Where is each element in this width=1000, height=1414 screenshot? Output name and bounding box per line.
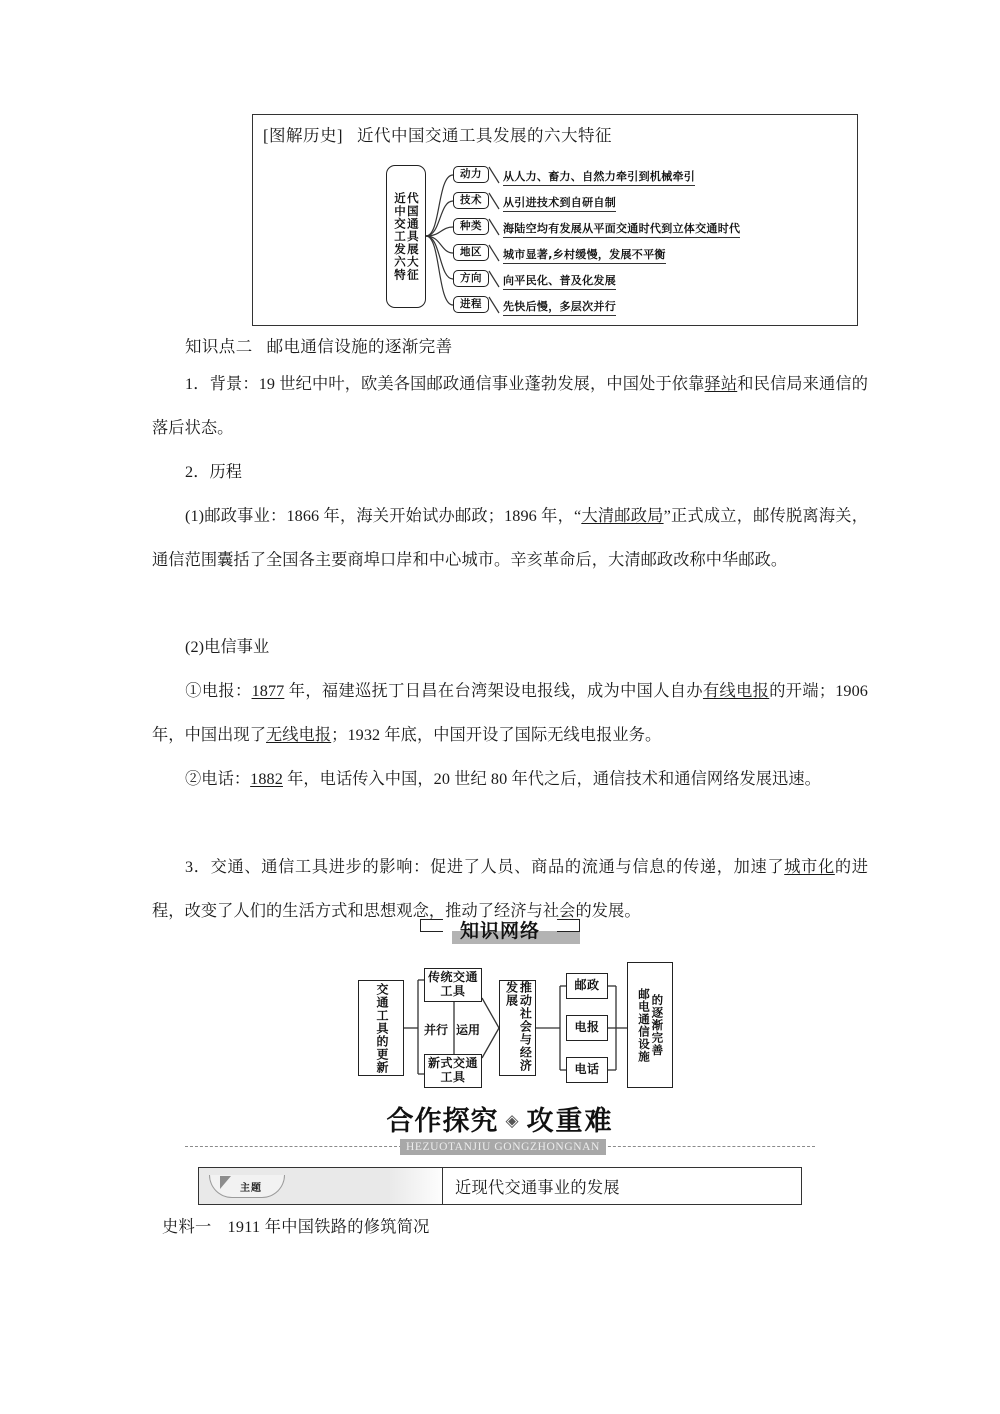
telegraph-keyword-wireless: 无线电报 [266,726,332,744]
paragraph-telephone [152,757,868,801]
mindmap-root-col-right: 代国通具展大征 [405,192,420,281]
theme-value: 近现代交通事业的发展 [455,1179,620,1197]
telegraph-year-1877: 1877 [251,682,285,700]
knowledge-network-heading [0,916,1000,950]
postal-keyword-daqing: 大清邮政局 [581,507,664,525]
flow-node-telegraph-label: 电报 [574,1020,600,1035]
tujie-title: 近代中国交通工具发展的六大特征 [357,126,612,145]
mindmap-connectors [253,115,859,327]
knowledge-point-label: 知识点二 [185,337,253,356]
flow-node-modern-label: 新式交通工具 [427,1056,478,1084]
impact-text-a: 3．交通、通信工具进步的影响：促进了人员、商品的流通与信息的传递，加速了 [185,858,785,876]
telegraph-label: ①电报： [185,682,252,700]
flow-node-end [627,962,673,1088]
mindmap-node-zhonglei: 种类 [453,218,489,235]
cooperation-title-b: 攻重难 [526,1106,614,1137]
cooperation-heading [0,1104,1000,1139]
shiliao-line [162,1213,430,1237]
telegraph-text-c: 的开端；1906 年，中国出现了 [152,682,868,744]
paragraph-postal [152,494,868,582]
shiliao-label: 史料一 [162,1218,212,1236]
flow-node-telephone-label: 电话 [574,1062,600,1077]
paragraph-background [152,362,868,450]
theme-table-cell-label [199,1168,443,1204]
telephone-label: ②电话： [185,770,251,788]
mindmap-desc-zhonglei: 海陆空均有发展从平面交通时代到立体交通时代 [503,222,740,238]
knowledge-network-flowchart [344,958,684,1092]
mindmap-desc-diqu: 城市显著,乡村缓慢，发展不平衡 [503,248,666,264]
postal-text-a: (1)邮政事业：1866 年，海关开始试办邮政；1896 年，“ [185,507,582,525]
flow-node-end-col-left: 邮电通信设施 [637,987,651,1063]
mindmap-desc-jincheng: 先快后慢，多层次并行 [503,300,616,316]
theme-table-cell-value [443,1168,801,1204]
mindmap-node-jincheng: 进程 [453,296,489,313]
mindmap-desc-dongli: 从人力、畜力、自然力牵引到机械牵引 [503,170,695,186]
knowledge-network-title: 知识网络 [459,920,540,942]
mindmap-diagram [253,115,859,327]
mindmap-root-col-left: 近中交工发六特 [393,192,407,281]
mindmap-node-dongli: 动力 [453,166,489,183]
theme-badge-label: 主题 [240,1182,262,1194]
telephone-year-1882: 1882 [250,770,283,788]
bracket-right-icon [557,919,580,932]
flow-node-post-label: 邮政 [574,978,600,993]
mindmap-node-diqu: 地区 [453,244,489,261]
mindmap-desc-fangxiang: 向平民化、普及化发展 [503,274,616,290]
knowledge-point-title: 邮电通信设施的逐渐完善 [266,337,453,356]
background-keyword-yizhan: 驿站 [704,375,738,393]
cooperation-title-a: 合作探究 [386,1106,499,1137]
telecom-label: (2)电信事业 [185,638,270,656]
section-heading-knowledge-point-2 [185,333,453,357]
mindmap-node-fangxiang: 方向 [453,270,489,287]
flow-node-traditional [424,968,482,1002]
theme-table [198,1167,802,1205]
bracket-left-icon [420,919,443,932]
impact-text-b: 的进程，改变了人们的生活方式和思想观念，推动了经济与社会的发展。 [152,858,868,920]
flow-node-center [499,980,536,1076]
flow-node-telegraph [566,1015,608,1041]
flow-label-parallel: 并行 [424,1023,449,1037]
diamond-icon: ◈ [505,1111,520,1131]
impact-keyword-urbanization: 城市化 [784,858,835,876]
cooperation-pinyin-band [185,1139,815,1155]
tujie-lishi-box [252,114,858,326]
cooperation-title-line [0,1104,1000,1139]
process-label: 2．历程 [185,463,243,481]
postal-text-b: ”正式成立，邮传脱离海关，通信范围囊括了全国各主要商埠口岸和中心城市。辛亥革命后，大清邮政改称中华邮政。 [152,507,868,569]
tujie-tag: [图解历史] [263,126,343,145]
dashed-rule-left [185,1146,407,1147]
mindmap-desc-jishu: 从引进技术到自研自制 [503,196,616,212]
paragraph-telecom-label [152,625,868,669]
paragraph-telegraph [152,669,868,757]
telephone-text-b: 年，电话传入中国，20 世纪 80 年代之后，通信技术和通信网络发展迅速。 [282,770,821,788]
cooperation-pinyin: HEZUOTANJIU GONGZHONGNAN [400,1139,606,1155]
flow-node-start-label: 交通工具的更新 [374,982,389,1074]
flow-node-end-col-right: 的逐渐完善 [650,993,665,1057]
theme-badge [209,1175,285,1198]
flow-node-post [566,973,608,999]
flow-node-start [358,980,404,1076]
flow-node-telephone [566,1057,608,1083]
paragraph-process-label [152,450,868,494]
background-text-a: 19 世纪中叶，欧美各国邮政通信事业蓬勃发展，中国处于依靠 [258,375,705,393]
telegraph-text-d: ；1932 年底，中国开设了国际无线电报业务。 [331,726,662,744]
mindmap-node-jishu: 技术 [453,192,489,209]
telegraph-keyword-wired: 有线电报 [702,682,770,700]
shiliao-text: 1911 年中国铁路的修筑简况 [227,1218,430,1236]
flow-node-modern [424,1054,482,1088]
flow-label-apply: 运用 [456,1023,481,1037]
flow-node-traditional-label: 传统交通工具 [427,970,478,998]
triangle-icon [220,1176,231,1189]
telegraph-text-b: 年，福建巡抚丁日昌在台湾架设电报线，成为中国人自办 [284,682,703,700]
background-text-b: 和民信局来通信的落后状态。 [152,375,869,437]
dashed-rule-right [593,1146,815,1147]
flow-node-center-label: 推动社会与经济发展 [504,981,533,1072]
background-label: 1．背景： [185,375,259,393]
